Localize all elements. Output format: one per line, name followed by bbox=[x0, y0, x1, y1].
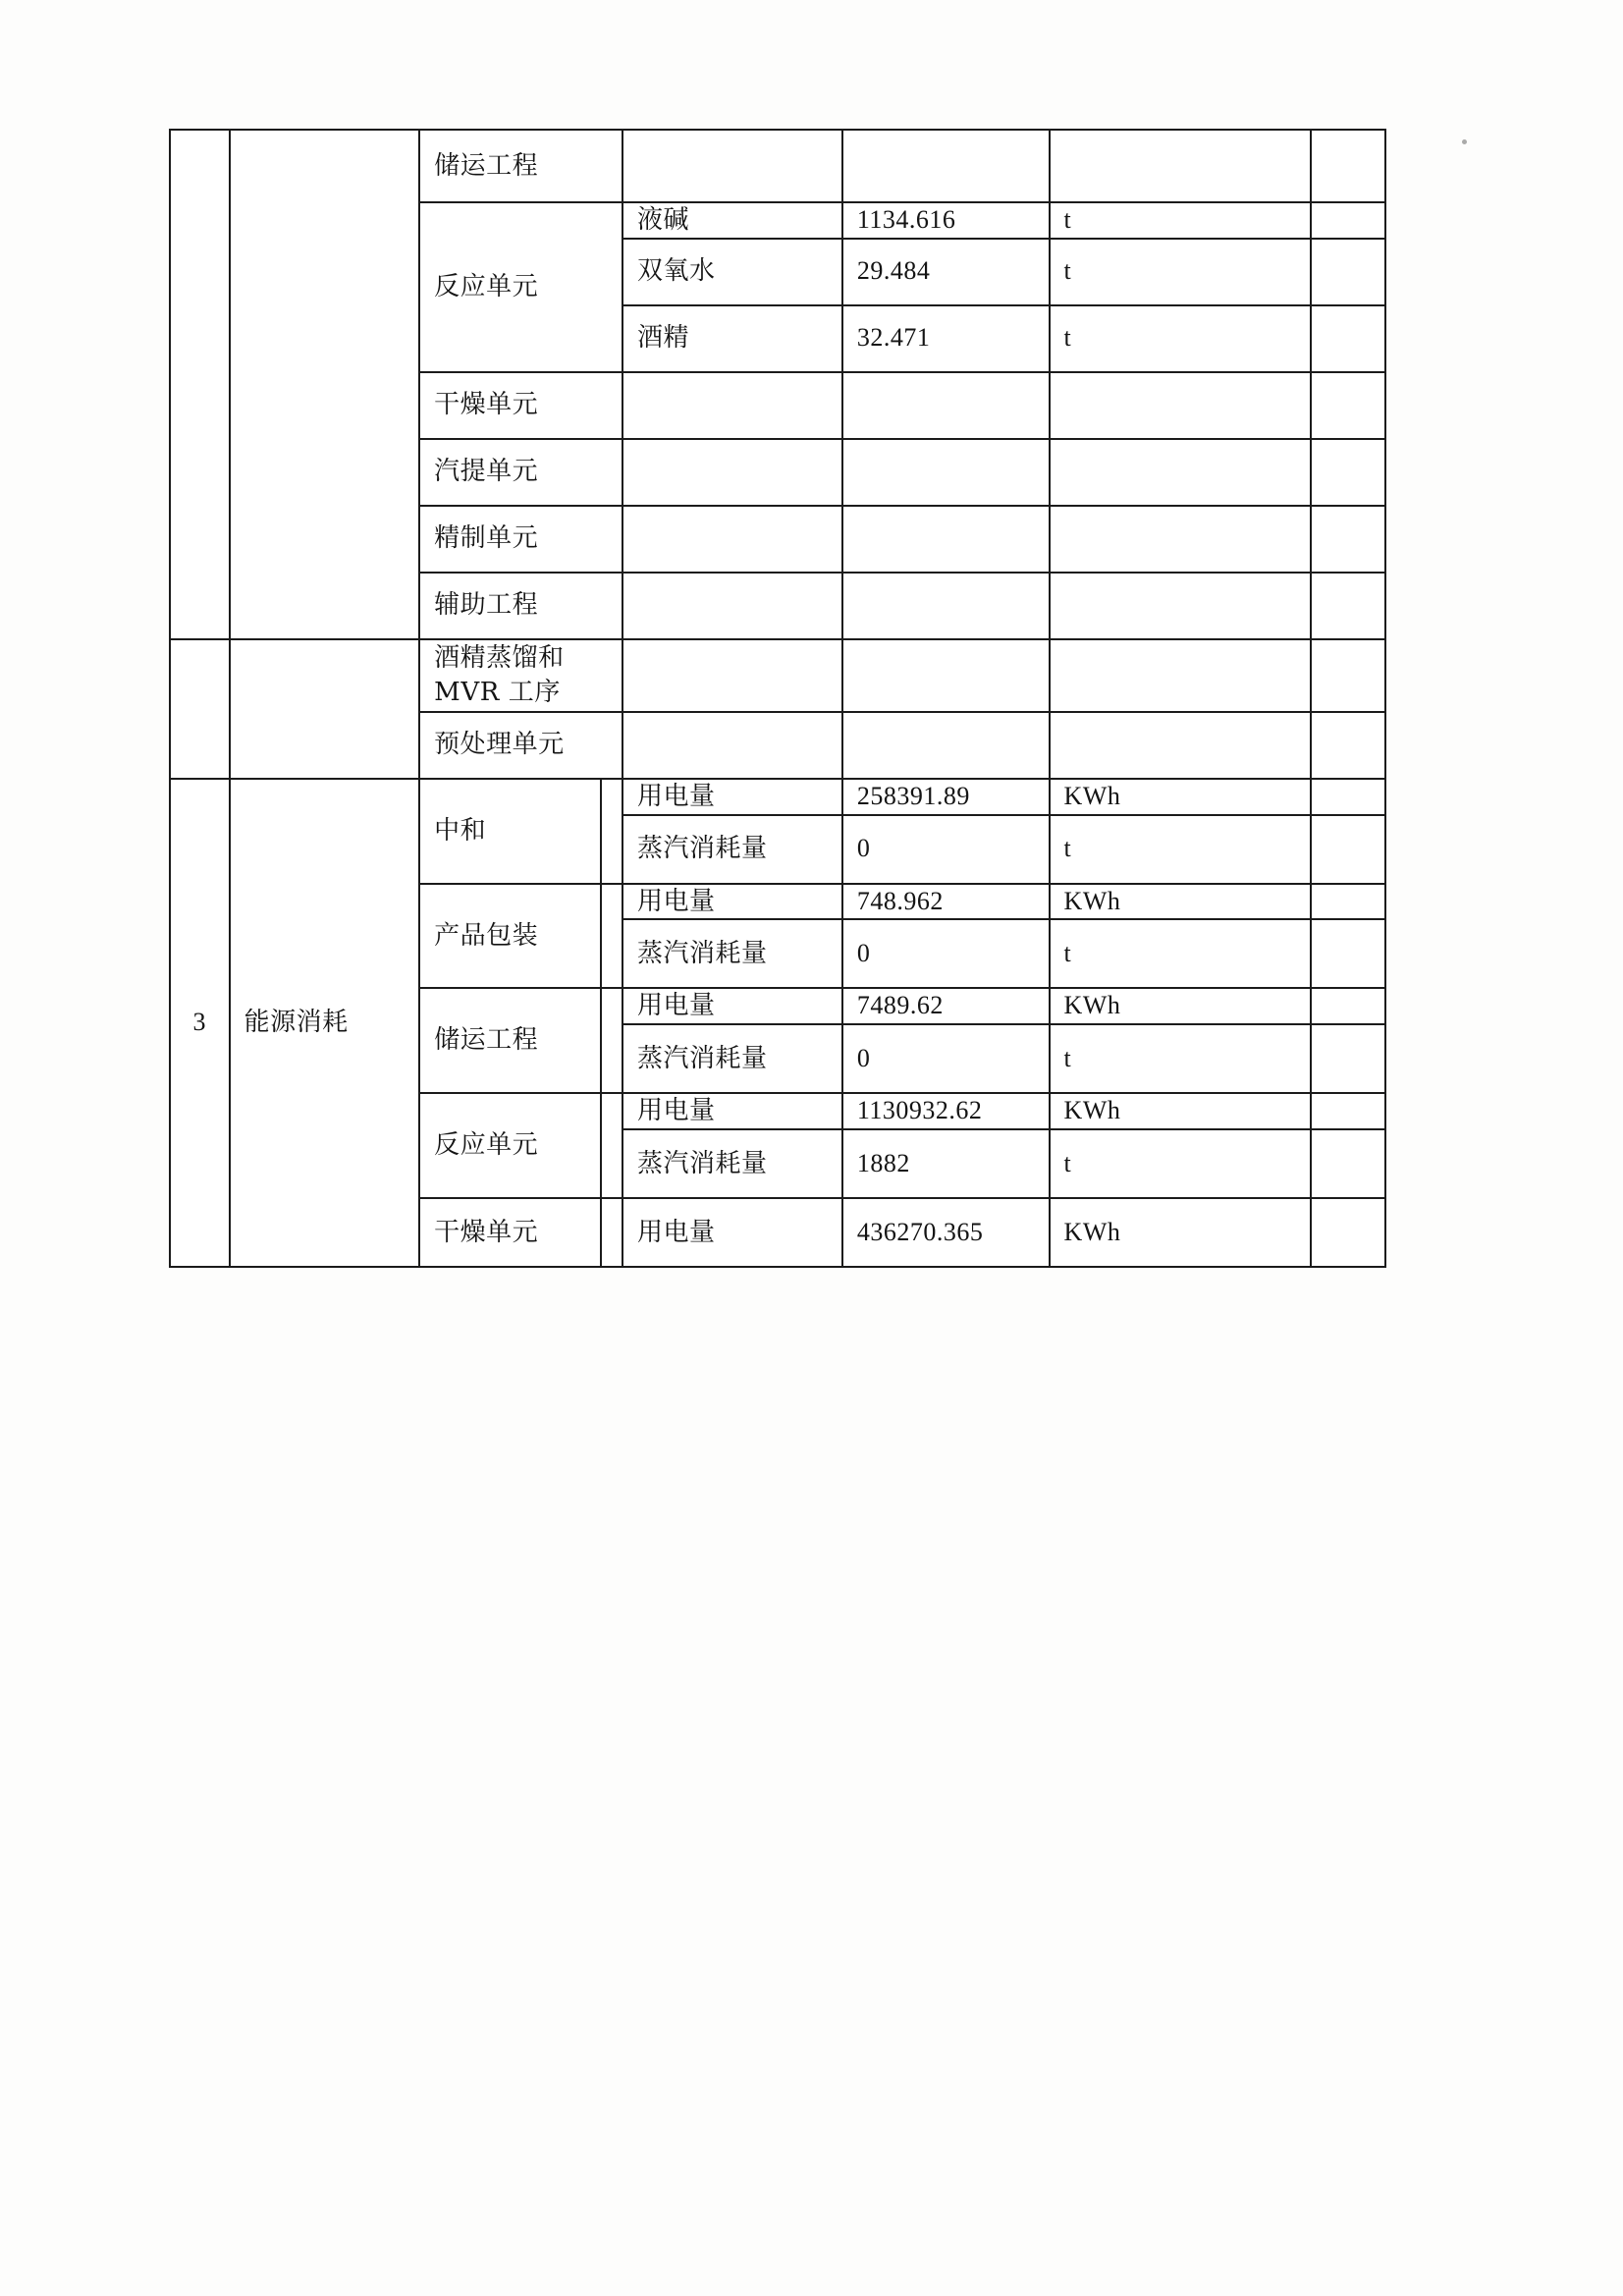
cell-remark bbox=[1311, 372, 1385, 439]
cell-remark bbox=[1311, 573, 1385, 639]
cell-section-category: 能源消耗 bbox=[230, 779, 420, 1267]
cell-item: 蒸汽消耗量 bbox=[622, 919, 842, 988]
cell-measure bbox=[1050, 573, 1311, 639]
consumption-table bbox=[169, 129, 1386, 1268]
cell-category-material-cont bbox=[230, 639, 420, 779]
cell-item: 用电量 bbox=[622, 884, 842, 920]
cell-remark bbox=[1311, 1024, 1385, 1093]
cell-measure bbox=[1050, 439, 1311, 506]
cell-remark bbox=[1311, 712, 1385, 779]
cell-value: 748.962 bbox=[842, 884, 1050, 920]
cell-remark bbox=[1311, 439, 1385, 506]
cell-value: 32.471 bbox=[842, 305, 1050, 372]
cell-unit-name: 反应单元 bbox=[419, 202, 622, 372]
cell-no-material bbox=[170, 130, 230, 639]
cell-measure bbox=[1050, 712, 1311, 779]
scan-speck bbox=[1462, 139, 1467, 144]
cell-unit-name: 干燥单元 bbox=[419, 372, 622, 439]
cell-spacer bbox=[601, 779, 622, 884]
cell-value: 436270.365 bbox=[842, 1198, 1050, 1267]
cell-value: 0 bbox=[842, 815, 1050, 884]
cell-value: 0 bbox=[842, 1024, 1050, 1093]
cell-spacer bbox=[601, 1093, 622, 1198]
cell-measure: t bbox=[1050, 1129, 1311, 1198]
cell-unit-name: 精制单元 bbox=[419, 506, 622, 573]
cell-remark bbox=[1311, 815, 1385, 884]
cell-item bbox=[622, 506, 842, 573]
cell-measure: KWh bbox=[1050, 884, 1311, 920]
table-row bbox=[170, 639, 1385, 712]
cell-category-material bbox=[230, 130, 420, 639]
cell-value: 1882 bbox=[842, 1129, 1050, 1198]
cell-item: 蒸汽消耗量 bbox=[622, 815, 842, 884]
table-row bbox=[170, 779, 1385, 815]
cell-item: 用电量 bbox=[622, 1093, 842, 1129]
cell-item: 用电量 bbox=[622, 988, 842, 1024]
cell-measure bbox=[1050, 639, 1311, 712]
table-row bbox=[170, 130, 1385, 202]
cell-unit-name: 储运工程 bbox=[419, 130, 622, 202]
cell-value: 258391.89 bbox=[842, 779, 1050, 815]
cell-item: 双氧水 bbox=[622, 239, 842, 305]
cell-measure: KWh bbox=[1050, 779, 1311, 815]
cell-remark bbox=[1311, 239, 1385, 305]
cell-measure bbox=[1050, 130, 1311, 202]
cell-item bbox=[622, 712, 842, 779]
cell-measure: t bbox=[1050, 1024, 1311, 1093]
cell-value: 1130932.62 bbox=[842, 1093, 1050, 1129]
cell-unit-name: 预处理单元 bbox=[419, 712, 622, 779]
cell-spacer bbox=[601, 988, 622, 1093]
cell-measure: KWh bbox=[1050, 1093, 1311, 1129]
cell-value bbox=[842, 712, 1050, 779]
cell-item: 用电量 bbox=[622, 1198, 842, 1267]
cell-value: 7489.62 bbox=[842, 988, 1050, 1024]
unit-name-line-1: 酒精蒸馏和 bbox=[434, 643, 565, 672]
cell-value bbox=[842, 439, 1050, 506]
cell-value bbox=[842, 372, 1050, 439]
cell-measure: t bbox=[1050, 202, 1311, 239]
cell-remark bbox=[1311, 1129, 1385, 1198]
cell-unit-name-multiline bbox=[419, 639, 622, 712]
cell-remark bbox=[1311, 1198, 1385, 1267]
cell-item: 酒精 bbox=[622, 305, 842, 372]
cell-value bbox=[842, 639, 1050, 712]
cell-unit-name: 中和 bbox=[419, 779, 600, 884]
cell-item bbox=[622, 639, 842, 712]
cell-item: 蒸汽消耗量 bbox=[622, 1129, 842, 1198]
cell-measure: t bbox=[1050, 919, 1311, 988]
cell-remark bbox=[1311, 779, 1385, 815]
cell-measure bbox=[1050, 372, 1311, 439]
cell-remark bbox=[1311, 202, 1385, 239]
cell-value: 0 bbox=[842, 919, 1050, 988]
cell-measure: KWh bbox=[1050, 988, 1311, 1024]
cell-spacer bbox=[601, 884, 622, 989]
cell-remark bbox=[1311, 919, 1385, 988]
cell-unit-name: 产品包装 bbox=[419, 884, 600, 989]
cell-measure bbox=[1050, 506, 1311, 573]
cell-unit-name: 干燥单元 bbox=[419, 1198, 600, 1267]
data-table-container bbox=[169, 129, 1386, 1268]
cell-remark bbox=[1311, 305, 1385, 372]
unit-name-line-2: MVR 工序 bbox=[434, 677, 562, 707]
cell-remark bbox=[1311, 1093, 1385, 1129]
cell-value: 29.484 bbox=[842, 239, 1050, 305]
cell-unit-name: 储运工程 bbox=[419, 988, 600, 1093]
cell-item bbox=[622, 573, 842, 639]
cell-remark bbox=[1311, 506, 1385, 573]
cell-item: 用电量 bbox=[622, 779, 842, 815]
cell-section-no: 3 bbox=[170, 779, 230, 1267]
cell-item: 液碱 bbox=[622, 202, 842, 239]
cell-value bbox=[842, 130, 1050, 202]
cell-value bbox=[842, 573, 1050, 639]
cell-measure: t bbox=[1050, 305, 1311, 372]
cell-item bbox=[622, 130, 842, 202]
cell-remark bbox=[1311, 884, 1385, 920]
cell-item bbox=[622, 439, 842, 506]
cell-measure: KWh bbox=[1050, 1198, 1311, 1267]
cell-unit-name: 汽提单元 bbox=[419, 439, 622, 506]
cell-unit-name: 辅助工程 bbox=[419, 573, 622, 639]
cell-item bbox=[622, 372, 842, 439]
cell-value: 1134.616 bbox=[842, 202, 1050, 239]
cell-measure: t bbox=[1050, 815, 1311, 884]
cell-remark bbox=[1311, 130, 1385, 202]
cell-item: 蒸汽消耗量 bbox=[622, 1024, 842, 1093]
cell-remark bbox=[1311, 988, 1385, 1024]
cell-spacer bbox=[601, 1198, 622, 1267]
cell-unit-name: 反应单元 bbox=[419, 1093, 600, 1198]
cell-measure: t bbox=[1050, 239, 1311, 305]
cell-no-material-cont bbox=[170, 639, 230, 779]
cell-remark bbox=[1311, 639, 1385, 712]
cell-value bbox=[842, 506, 1050, 573]
